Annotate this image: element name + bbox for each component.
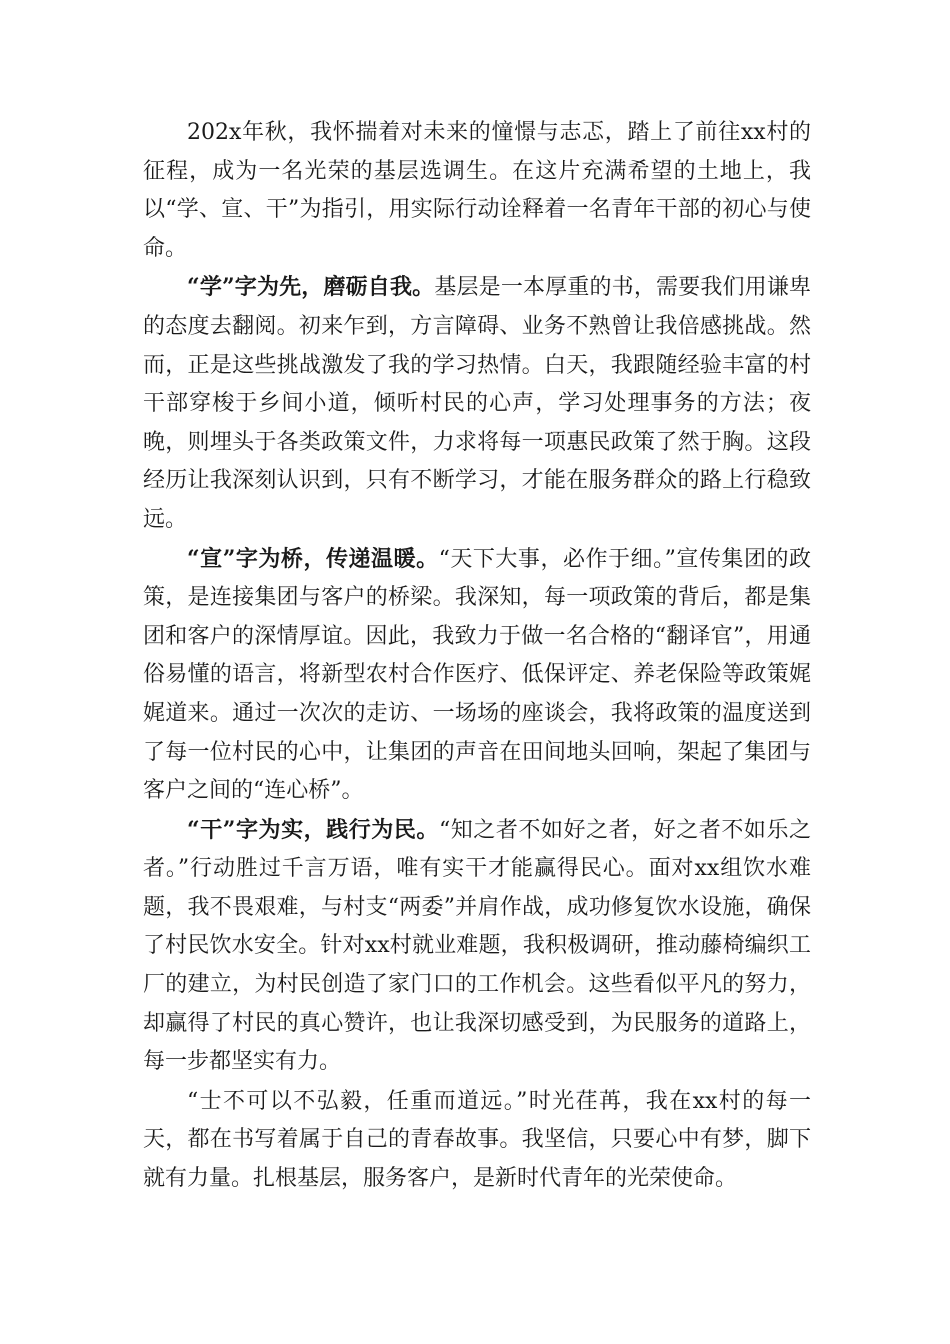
paragraph-learn: [143, 268, 811, 539]
paragraph-conclusion: [143, 1082, 811, 1199]
paragraph-text: “士不可以不弘毅，任重而道远。”时光荏苒，我在xx村的每一天，都在书写着属于自己的青春故事。我坚信，只要心中有梦，脚下就有力量。扎根基层，服务客户，是新时代青年的光荣使命。: [143, 1088, 811, 1192]
document-body: [143, 113, 811, 1199]
paragraph-text: 基层是一本厚重的书，需要我们用谦卑的态度去翻阅。初来乍到，方言障碍、业务不熟曾让我倍感挑战。然而，正是这些挑战激发了我的学习热情。白天，我跟随经验丰富的村干部穿梭于乡间小道，倾听村民的心声，学习处理事务的方法；夜晚，则埋头于各类政策文件，力求将每一项惠民政策了然于胸。这段经历让我深刻认识到，只有不断学习，才能在服务群众的路上行稳致远。: [143, 275, 811, 532]
paragraph-text: “天下大事，必作于细。”宣传集团的政策，是连接集团与客户的桥梁。我深知，每一项政策的背后，都是集团和客户的深情厚谊。因此，我致力于做一名合格的“翻译官”，用通俗易懂的语言，将新型农村合作医疗、低保评定、养老保险等政策娓娓道来。通过一次次的走访、一场场的座谈会，我将政策的温度送到了每一位村民的心中，让集团的声音在田间地头回响，架起了集团与客户之间的“连心桥”。: [143, 546, 811, 804]
paragraph-intro: [143, 113, 811, 268]
paragraph-lead: “宣”字为桥，传递温暖。: [187, 545, 439, 572]
paragraph-act: [143, 811, 811, 1082]
paragraph-text: 202x年秋，我怀揣着对未来的憧憬与志忑，踏上了前往xx村的征程，成为一名光荣的基层选调生。在这片充满希望的土地上，我以“学、宣、干”为指引，用实际行动诠释着一名青年干部的初心与使命。: [143, 120, 811, 261]
paragraph-lead: “干”字为实，践行为民。: [187, 816, 439, 843]
paragraph-text: “知之者不如好之者，好之者不如乐之者。”行动胜过千言万语，唯有实干才能赢得民心。面对xx组饮水难题，我不畏艰难，与村支“两委”并肩作战，成功修复饮水设施，确保了村民饮水安全。针对xx村就业难题，我积极调研，推动藤椅编织工厂的建立，为村民创造了家门口的工作机会。这些看似平凡的努力，却赢得了村民的真心赞许，也让我深切感受到，为民服务的道路上，每一步都坚实有力。: [143, 817, 812, 1075]
paragraph-promote: [143, 540, 811, 811]
paragraph-lead: “学”字为先，磨砺自我。: [187, 274, 435, 301]
